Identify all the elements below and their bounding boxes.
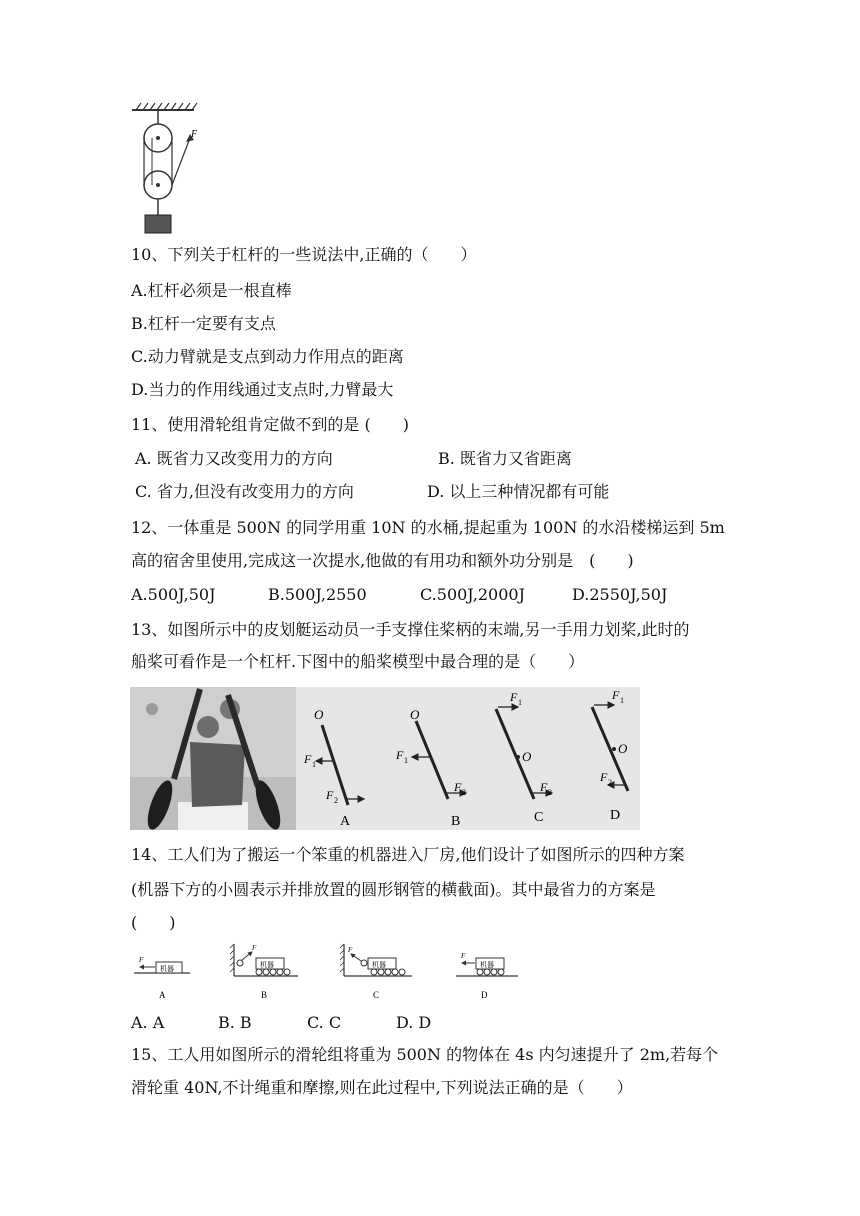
- q12-option-a: A.500J,50J: [131, 585, 216, 604]
- question-14-stem-line2: (机器下方的小圆表示并排放置的圆形钢管的横截面)。其中最省力的方案是: [131, 880, 656, 899]
- model-a-f2-sub: 2: [334, 796, 338, 805]
- scheme-c-force: F: [348, 946, 353, 954]
- question-11-stem: 11、使用滑轮组肯定做不到的是 ( ): [131, 415, 409, 434]
- question-15-stem-line1: 15、工人用如图所示的滑轮组将重为 500N 的物体在 4s 内匀速提升了 2m,若每个: [131, 1045, 719, 1064]
- model-b-label: B: [451, 814, 461, 829]
- model-c-f1-label: F: [510, 690, 518, 704]
- question-12-stem-line2: 高的宿舍里使用,完成这一次提水,他做的有用功和额外功分别是 ( ): [131, 551, 634, 570]
- scheme-b-force: F: [252, 944, 257, 952]
- model-a-label: A: [340, 814, 351, 829]
- q11-option-d: D. 以上三种情况都有可能: [427, 482, 610, 501]
- pulley-force-label: F: [191, 129, 198, 140]
- question-10-stem: 10、下列关于杠杆的一些说法中,正确的（ ）: [131, 245, 477, 264]
- kayak-athlete-photo: [130, 687, 296, 830]
- model-c-f1-sub: 1: [518, 698, 522, 707]
- q11-option-c: C. 省力,但没有改变用力的方向: [135, 482, 354, 501]
- model-c-pivot-label: O: [522, 749, 532, 764]
- scheme-c: [340, 944, 412, 1000]
- q12-option-d: D.2550J,50J: [572, 585, 668, 604]
- scheme-a-machine: 机器: [160, 965, 174, 973]
- model-b-f2-label: F: [454, 780, 462, 794]
- question-12-stem-line1: 12、一体重是 500N 的同学用重 10N 的水桶,提起重为 100N 的水沿楼梯运到 5m: [131, 518, 725, 537]
- model-c-label: C: [534, 810, 544, 825]
- machine-transport-schemes-figure: [130, 940, 530, 1002]
- question-13-stem-line1: 13、如图所示中的皮划艇运动员一手支撑住桨柄的末端,另一手用力划桨,此时的: [131, 620, 690, 639]
- pulley-system-figure: [128, 102, 208, 237]
- scheme-a-force: F: [139, 956, 144, 964]
- model-c-f2-sub: 2: [548, 788, 552, 797]
- q10-option-b: B.杠杆一定要有支点: [131, 314, 276, 333]
- model-d-f2-label: F: [600, 770, 608, 784]
- scheme-b-label: B: [261, 990, 268, 1000]
- model-c-f2-label: F: [540, 780, 548, 794]
- model-d-f1-sub: 1: [620, 696, 624, 705]
- q14-option-b: B. B: [218, 1013, 252, 1032]
- model-a-pivot-label: O: [314, 707, 324, 722]
- scheme-d-machine: 机器: [480, 961, 494, 969]
- model-a-f2-label: F: [326, 788, 334, 802]
- scheme-d: [456, 952, 518, 1000]
- q11-option-a: A. 既省力又改变用力的方向: [135, 449, 333, 468]
- scheme-a: [134, 956, 190, 1000]
- q11-option-b: B. 既省力又省距离: [438, 449, 572, 468]
- q12-option-c: C.500J,2000J: [420, 585, 525, 604]
- model-b-f1-label: F: [396, 748, 404, 762]
- model-d-f1-label: F: [612, 688, 620, 702]
- model-b-f1-sub: 1: [404, 756, 408, 765]
- q14-option-c: C. C: [307, 1013, 342, 1032]
- model-b-pivot-label: O: [410, 707, 420, 722]
- q14-option-a: A. A: [131, 1013, 165, 1032]
- model-a-f1-sub: 1: [312, 760, 316, 769]
- question-13-stem-line2: 船桨可看作是一个杠杆.下图中的船桨模型中最合理的是（ ）: [131, 652, 585, 671]
- q10-option-a: A.杠杆必须是一根直棒: [131, 281, 292, 300]
- model-a-f1-label: F: [304, 752, 312, 766]
- q10-option-c: C.动力臂就是支点到动力作用点的距离: [131, 347, 404, 366]
- model-d-pivot-label: O: [618, 741, 628, 756]
- model-b-f2-sub: 2: [462, 788, 466, 797]
- scheme-d-force: F: [461, 952, 466, 960]
- question-14-stem-line1: 14、工人们为了搬运一个笨重的机器进入厂房,他们设计了如图所示的四种方案: [131, 845, 685, 864]
- q12-option-b: B.500J,2550: [268, 585, 367, 604]
- question-15-stem-line2: 滑轮重 40N,不计绳重和摩擦,则在此过程中,下列说法正确的是（ ）: [131, 1078, 633, 1097]
- model-d-f2-sub: 2: [608, 778, 612, 787]
- question-14-stem-line3: ( ): [131, 913, 176, 932]
- model-d-label: D: [610, 808, 621, 823]
- scheme-b-machine: 机器: [260, 961, 274, 969]
- scheme-d-label: D: [481, 990, 488, 1000]
- paddle-models-figure: [296, 687, 640, 830]
- scheme-c-machine: 机器: [372, 961, 386, 969]
- q14-option-d: D. D: [396, 1013, 432, 1032]
- scheme-c-label: C: [373, 990, 380, 1000]
- scheme-a-label: A: [159, 990, 166, 1000]
- scheme-b: [230, 944, 298, 1000]
- q10-option-d: D.当力的作用线通过支点时,力臂最大: [131, 380, 394, 399]
